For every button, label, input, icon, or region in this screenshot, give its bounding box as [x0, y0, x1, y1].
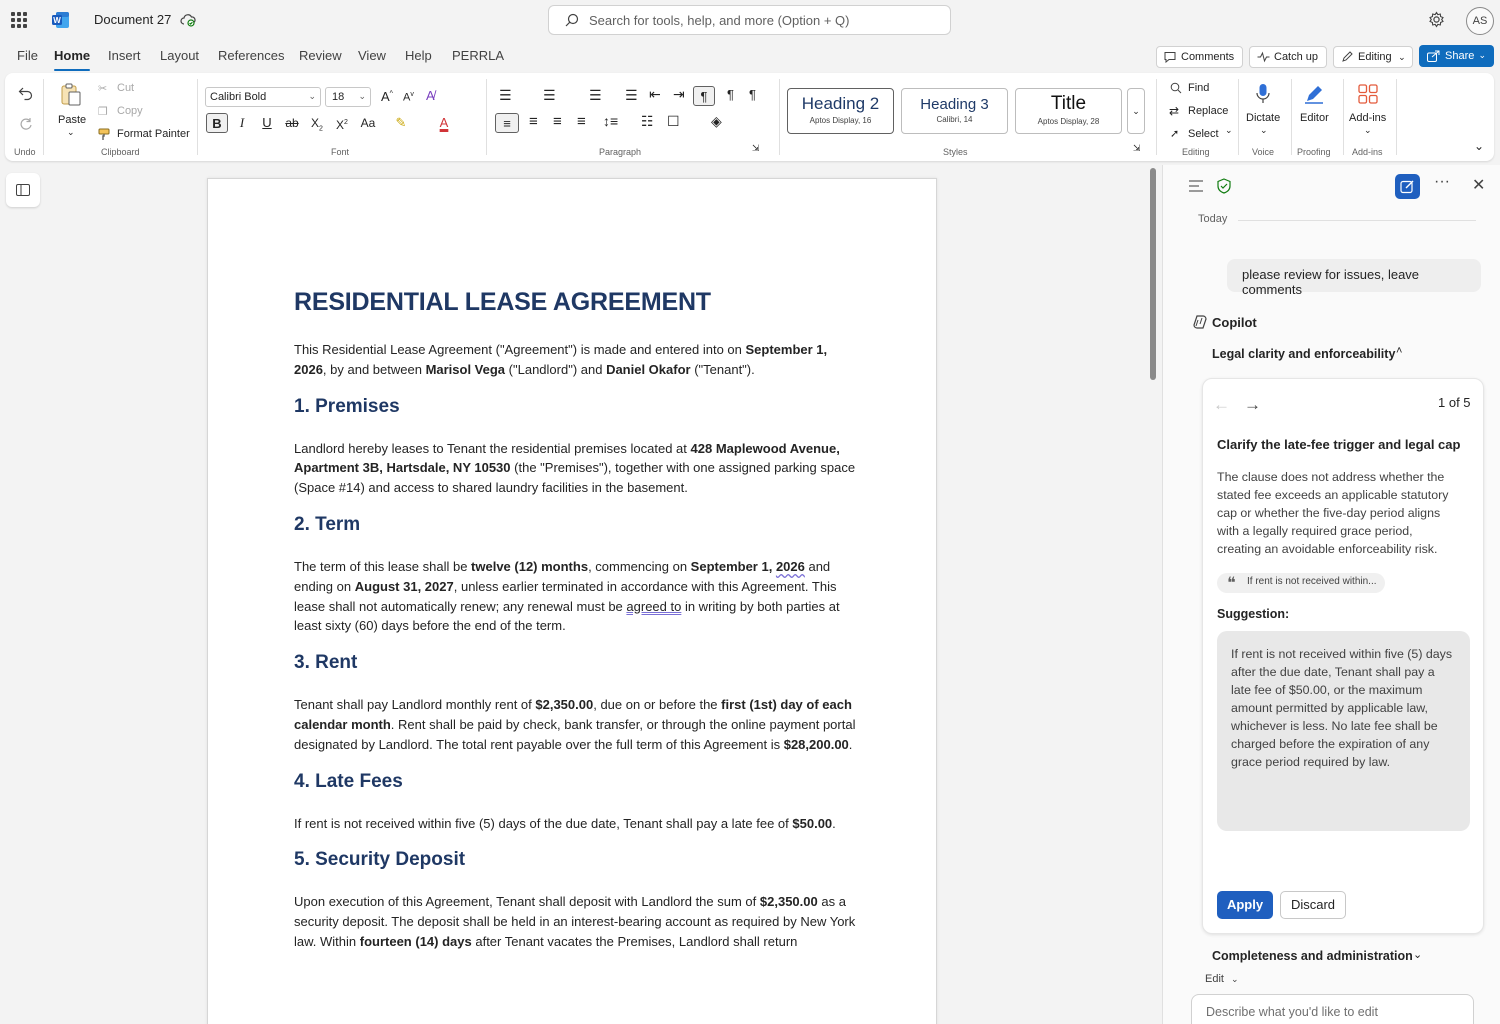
- text-run: If rent is not received within five (5) days of the due date, Tenant shall pay a late fee of: [294, 815, 793, 831]
- ribbon-separator: [779, 79, 780, 155]
- document-page[interactable]: [207, 178, 937, 1024]
- bold-run: August 31, 2027: [354, 578, 454, 594]
- bold-run: Marisol Vega: [425, 361, 506, 377]
- next-arrow-icon[interactable]: →: [1244, 395, 1261, 414]
- font-size-value: 18: [332, 91, 345, 103]
- tab-layout[interactable]: Layout: [160, 48, 200, 63]
- chevron-down-icon[interactable]: ⌄: [1413, 949, 1423, 961]
- addins-grid-icon[interactable]: [1358, 84, 1378, 104]
- copilot-logo-icon: [1192, 314, 1208, 330]
- user-message-bubble: please review for issues, leave comments: [1227, 259, 1481, 292]
- bullets-icon[interactable]: ☰: [499, 87, 512, 103]
- svg-text:W: W: [53, 16, 61, 25]
- editor-label[interactable]: Editor: [1300, 112, 1329, 124]
- section-heading-rent[interactable]: 3. Rent: [294, 652, 358, 674]
- numbering-icon[interactable]: ☰: [543, 87, 556, 103]
- intro-paragraph[interactable]: [294, 340, 856, 380]
- chevron-down-icon: ⌄: [1398, 52, 1406, 62]
- term-paragraph[interactable]: [294, 557, 856, 636]
- security-deposit-paragraph[interactable]: [294, 892, 856, 951]
- apply-button[interactable]: Apply: [1217, 891, 1273, 919]
- text-run: (the "Premises"), together with one assigned parking space (Space #14) and access to shared laundry facilities in the basement.: [294, 460, 856, 496]
- editing-mode-button[interactable]: [1333, 46, 1413, 68]
- pulse-icon: [1257, 51, 1270, 63]
- font-size-dropdown[interactable]: [325, 87, 371, 107]
- voice-group-label: Voice: [1252, 147, 1275, 157]
- bold-run: $2,350.00: [759, 894, 818, 910]
- chevron-up-icon[interactable]: ˄: [1396, 345, 1403, 357]
- align-left-button[interactable]: ≡: [495, 113, 519, 133]
- select-cursor-icon: ➚: [1170, 128, 1180, 140]
- suggestion-label: Suggestion:: [1217, 607, 1290, 621]
- flagged-text-run[interactable]: agreed to: [626, 598, 682, 614]
- align-right-icon[interactable]: ≡: [553, 113, 562, 130]
- paragraph-dialog-launcher-icon[interactable]: ⇲: [752, 143, 760, 153]
- close-icon[interactable]: ✕: [1472, 177, 1486, 194]
- bold-run: twelve (12) months: [471, 558, 589, 574]
- edit-mode-label: Edit: [1205, 973, 1224, 985]
- font-name-value: Calibri Bold: [210, 91, 267, 103]
- user-avatar[interactable]: AS: [1466, 7, 1494, 35]
- multilevel-list-icon[interactable]: ☰: [589, 87, 602, 103]
- paste-icon[interactable]: [60, 83, 82, 107]
- bold-run: $50.00: [792, 815, 833, 831]
- format-painter-icon: [98, 128, 110, 141]
- text-run: . Rent shall be paid by check, bank transfer, or through the online payment portal designated by Landlord. The total rent payable over the full term of this Agreement is: [294, 716, 856, 752]
- checklist-icon[interactable]: ☰: [625, 87, 638, 103]
- menu-bar: [0, 42, 1500, 72]
- font-name-dropdown[interactable]: [205, 87, 321, 107]
- section-heading-late-fees[interactable]: 4. Late Fees: [294, 770, 403, 792]
- pencil-icon: [1341, 51, 1353, 63]
- increase-indent-icon[interactable]: ⇥: [673, 86, 685, 102]
- subscript-button[interactable]: $X_2$: [311, 116, 323, 133]
- text-run: Tenant shall pay Landlord monthly rent of: [294, 697, 536, 713]
- replace-icon: ⇄: [1169, 104, 1180, 118]
- compose-icon: [1400, 179, 1415, 194]
- text-run: as a security deposit. The deposit shall be held in an interest-bearing account as required by New York law. Within: [294, 894, 856, 949]
- style-title[interactable]: [1015, 88, 1122, 134]
- align-center-icon[interactable]: ≡: [529, 113, 538, 130]
- editing-label: Editing: [1358, 51, 1392, 63]
- text-run: This Residential Lease Agreement ("Agreement") is made and entered into on: [294, 342, 746, 357]
- comments-button[interactable]: [1156, 46, 1243, 68]
- share-chevron-icon: ⌄: [1478, 50, 1486, 60]
- style-font: Aptos Display, 28: [1037, 117, 1100, 126]
- rent-paragraph[interactable]: [294, 695, 856, 754]
- clipboard-group-label: Clipboard: [101, 147, 140, 157]
- proofing-group-label: Proofing: [1297, 147, 1331, 157]
- microphone-icon[interactable]: [1255, 83, 1271, 105]
- text-run: ("Landlord") and: [505, 361, 607, 377]
- cut-label[interactable]: Cut: [117, 82, 135, 94]
- tab-help[interactable]: Help: [405, 48, 432, 63]
- cloud-saved-icon[interactable]: [180, 13, 196, 27]
- comments-label: Comments: [1181, 51, 1235, 63]
- ribbon-separator: [1156, 79, 1157, 155]
- catchup-button[interactable]: [1249, 46, 1327, 68]
- italic-button[interactable]: I: [239, 115, 245, 130]
- tab-file[interactable]: File: [17, 48, 38, 63]
- undo-group-label: Undo: [14, 147, 36, 157]
- quote-chip-text: If rent is not received within...: [1247, 576, 1377, 587]
- bold-run: September 1,: [690, 558, 776, 574]
- shrink-font-icon[interactable]: $A^v$: [403, 91, 414, 104]
- suggestion-card: [1202, 378, 1484, 934]
- chevron-down-icon: ⌄: [308, 91, 316, 101]
- new-chat-button[interactable]: [1395, 174, 1420, 199]
- font-group-label: Font: [331, 147, 350, 157]
- text-run: in writing by both parties at least sixty (60) days before the end of the term.: [294, 598, 840, 634]
- text-run: after Tenant vacates the Premises, Landlord shall return: [471, 933, 798, 949]
- style-heading-2[interactable]: [787, 88, 894, 134]
- style-name: Heading 2: [801, 94, 880, 113]
- navigation-pane-icon: [16, 183, 30, 197]
- paste-chevron-icon[interactable]: ⌄: [67, 127, 75, 137]
- styles-group-label: Styles: [943, 147, 968, 157]
- paste-label[interactable]: Paste: [58, 114, 87, 126]
- document-body[interactable]: [294, 285, 856, 961]
- word-logo-icon: [52, 11, 70, 29]
- share-icon: [1427, 50, 1440, 62]
- ribbon-separator: [1291, 79, 1292, 155]
- strikethrough-button[interactable]: ab: [285, 116, 299, 130]
- tab-review[interactable]: Review: [299, 48, 342, 63]
- shield-check-icon[interactable]: [1217, 178, 1231, 194]
- superscript-button[interactable]: $X^2$: [336, 118, 348, 132]
- style-font: Aptos Display, 16: [809, 116, 872, 125]
- style-name: Title: [1050, 93, 1087, 114]
- edit-mode-dropdown[interactable]: [1205, 973, 1239, 985]
- premises-paragraph[interactable]: [294, 439, 856, 498]
- text-run: and ending on: [294, 558, 831, 594]
- redo-icon[interactable]: [18, 117, 34, 131]
- select-label[interactable]: Select: [1188, 128, 1219, 140]
- find-icon: [1170, 82, 1182, 94]
- copilot-name: Copilot: [1212, 315, 1257, 330]
- chevron-down-icon: ⌄: [1231, 974, 1239, 984]
- ribbon: [5, 73, 1494, 161]
- document-scrollbar[interactable]: [1150, 168, 1156, 380]
- format-painter-label[interactable]: Format Painter: [117, 128, 190, 140]
- copy-icon: ❐: [98, 106, 108, 118]
- section-heading-term[interactable]: 2. Term: [294, 513, 361, 535]
- editor-pen-icon[interactable]: [1303, 83, 1325, 105]
- today-label: Today: [1198, 213, 1228, 225]
- search-icon: [565, 13, 579, 27]
- section-legal-clarity-toggle[interactable]: Legal clarity and enforceability: [1212, 347, 1396, 361]
- chevron-down-icon: ⌄: [358, 91, 366, 101]
- text-run: , unless earlier terminated in accordance with this Agreement. This lease shall not automatically renew; any renewal must be: [294, 578, 837, 614]
- styles-dialog-launcher-icon[interactable]: ⇲: [1133, 143, 1141, 153]
- styles-gallery-more-button[interactable]: ⌄: [1127, 88, 1145, 134]
- bold-run: $28,200.00: [783, 736, 849, 752]
- settings-gear-icon[interactable]: [1428, 11, 1445, 28]
- app-launcher-icon[interactable]: [11, 12, 27, 28]
- clear-formatting-icon[interactable]: A̸: [426, 88, 435, 103]
- font-color-button[interactable]: A: [439, 115, 449, 130]
- show-formatting-marks-button[interactable]: ¶: [693, 86, 715, 106]
- more-options-icon[interactable]: ···: [1434, 173, 1450, 190]
- comment-icon: [1164, 51, 1176, 63]
- ribbon-separator: [197, 79, 198, 155]
- share-button[interactable]: [1419, 45, 1494, 67]
- navigation-pane-button[interactable]: [6, 173, 40, 207]
- catchup-label: Catch up: [1274, 51, 1319, 63]
- find-label[interactable]: Find: [1188, 82, 1210, 94]
- undo-icon[interactable]: [18, 87, 34, 101]
- change-case-button[interactable]: Aa: [360, 116, 376, 130]
- ribbon-separator: [1238, 79, 1239, 155]
- search-placeholder: Search for tools, help, and more (Option + Q): [589, 13, 850, 28]
- document-title[interactable]: Document 27: [94, 12, 172, 27]
- suggestion-text-box: If rent is not received within five (5) days after the due date, Tenant shall pay a late fee of $50.00, or the maximum amount permitted by applicable law, whichever is less. No late fee shall be charged before the expiration of any grace period required by law.: [1217, 631, 1470, 831]
- pilcrow-icon[interactable]: ¶: [749, 87, 756, 102]
- suggestion-pager: 1 of 5: [1438, 395, 1471, 410]
- bold-run: Daniel Okafor: [606, 361, 691, 377]
- tab-references[interactable]: References: [218, 48, 285, 63]
- history-list-icon[interactable]: [1189, 180, 1203, 192]
- ribbon-expand-chevron-icon[interactable]: ⌄: [1474, 139, 1485, 153]
- ribbon-separator: [486, 79, 487, 155]
- prompt-placeholder: Describe what you'd like to edit: [1206, 1005, 1378, 1019]
- chevron-down-icon[interactable]: ⌄: [1225, 125, 1233, 135]
- tab-view[interactable]: View: [358, 48, 386, 63]
- flagged-bold-run[interactable]: 2026: [775, 558, 805, 574]
- discard-button[interactable]: Discard: [1280, 891, 1346, 919]
- text-run: .: [848, 736, 853, 752]
- search-box[interactable]: [548, 5, 951, 35]
- late-fees-paragraph[interactable]: [294, 814, 856, 834]
- share-label: Share: [1445, 50, 1475, 62]
- borders-icon[interactable]: ☐: [667, 113, 680, 129]
- previous-arrow-icon[interactable]: ←: [1213, 395, 1230, 414]
- date-divider: [1238, 220, 1476, 221]
- underline-button[interactable]: U: [262, 115, 272, 130]
- text-run: Upon execution of this Agreement, Tenant shall deposit with Landlord the sum of: [294, 894, 760, 910]
- copilot-pane: [1162, 165, 1500, 1024]
- chevron-down-icon[interactable]: ⌄: [1364, 125, 1372, 135]
- section-completeness-toggle[interactable]: Completeness and administration: [1212, 949, 1413, 963]
- justify-icon[interactable]: ≡: [577, 113, 586, 130]
- line-spacing-icon[interactable]: ↕≡: [603, 113, 619, 129]
- bold-run: first (1st) day of each calendar month: [294, 697, 852, 732]
- bold-run: fourteen (14) days: [359, 933, 472, 949]
- bold-run: September 1, 2026: [294, 342, 828, 377]
- dictate-label[interactable]: Dictate: [1246, 112, 1281, 124]
- cut-icon: ✂: [98, 83, 108, 95]
- copy-label[interactable]: Copy: [117, 105, 143, 117]
- editing-group-label: Editing: [1182, 147, 1210, 157]
- section-heading-security-deposit[interactable]: 5. Security Deposit: [294, 849, 466, 871]
- ribbon-separator: [1343, 79, 1344, 155]
- text-run: , commencing on: [588, 558, 691, 574]
- text-run: .: [832, 815, 836, 831]
- style-heading-3[interactable]: [901, 88, 1008, 134]
- bold-run: $2,350.00: [535, 697, 594, 713]
- bold-button[interactable]: B: [206, 113, 228, 133]
- section-heading-premises[interactable]: 1. Premises: [294, 395, 400, 417]
- text-run: ("Tenant").: [690, 361, 755, 377]
- paragraph-group-label: Paragraph: [599, 147, 642, 157]
- text-run: , due on or before the: [593, 697, 722, 713]
- document-title-heading[interactable]: RESIDENTIAL LEASE AGREEMENT: [294, 288, 711, 316]
- text-run: Landlord hereby leases to Tenant the residential premises located at: [294, 440, 691, 456]
- addins-group-label: Add-ins: [1352, 147, 1383, 157]
- quote-reference-chip[interactable]: [1217, 573, 1385, 593]
- quote-icon: ❝: [1227, 575, 1236, 592]
- replace-label[interactable]: Replace: [1188, 105, 1229, 117]
- style-name: Heading 3: [920, 96, 989, 113]
- ribbon-separator: [1396, 79, 1397, 155]
- sort-icon[interactable]: ☷: [641, 113, 654, 129]
- grow-font-icon[interactable]: A^: [381, 89, 393, 104]
- chevron-down-icon[interactable]: ⌄: [1260, 125, 1268, 135]
- style-font: Calibri, 14: [936, 115, 973, 124]
- suggestion-title: Clarify the late-fee trigger and legal cap: [1217, 437, 1461, 452]
- text-run: The term of this lease shall be: [294, 558, 472, 574]
- highlight-icon[interactable]: ✎: [395, 115, 407, 130]
- ltr-icon[interactable]: ¶: [727, 87, 734, 102]
- addins-label[interactable]: Add-ins: [1349, 112, 1387, 124]
- tab-perrla[interactable]: PERRLA: [452, 48, 505, 63]
- shading-icon[interactable]: ◈: [711, 113, 722, 129]
- decrease-indent-icon[interactable]: ⇤: [649, 86, 661, 102]
- ribbon-separator: [43, 79, 44, 155]
- suggestion-description: The clause does not address whether the stated fee exceeds an applicable statutory cap or whether the five-day period aligns with a legally required grace period, creating an avoidable enforceability risk.: [1217, 470, 1449, 556]
- bold-run: 428 Maplewood Avenue, Apartment 3B, Hartsdale, NY 10530: [294, 440, 840, 476]
- title-bar: [0, 0, 1500, 42]
- text-run: , by and between: [322, 361, 426, 377]
- tab-insert[interactable]: Insert: [108, 48, 141, 63]
- copilot-prompt-input[interactable]: [1191, 994, 1474, 1024]
- tab-home[interactable]: Home: [54, 48, 91, 63]
